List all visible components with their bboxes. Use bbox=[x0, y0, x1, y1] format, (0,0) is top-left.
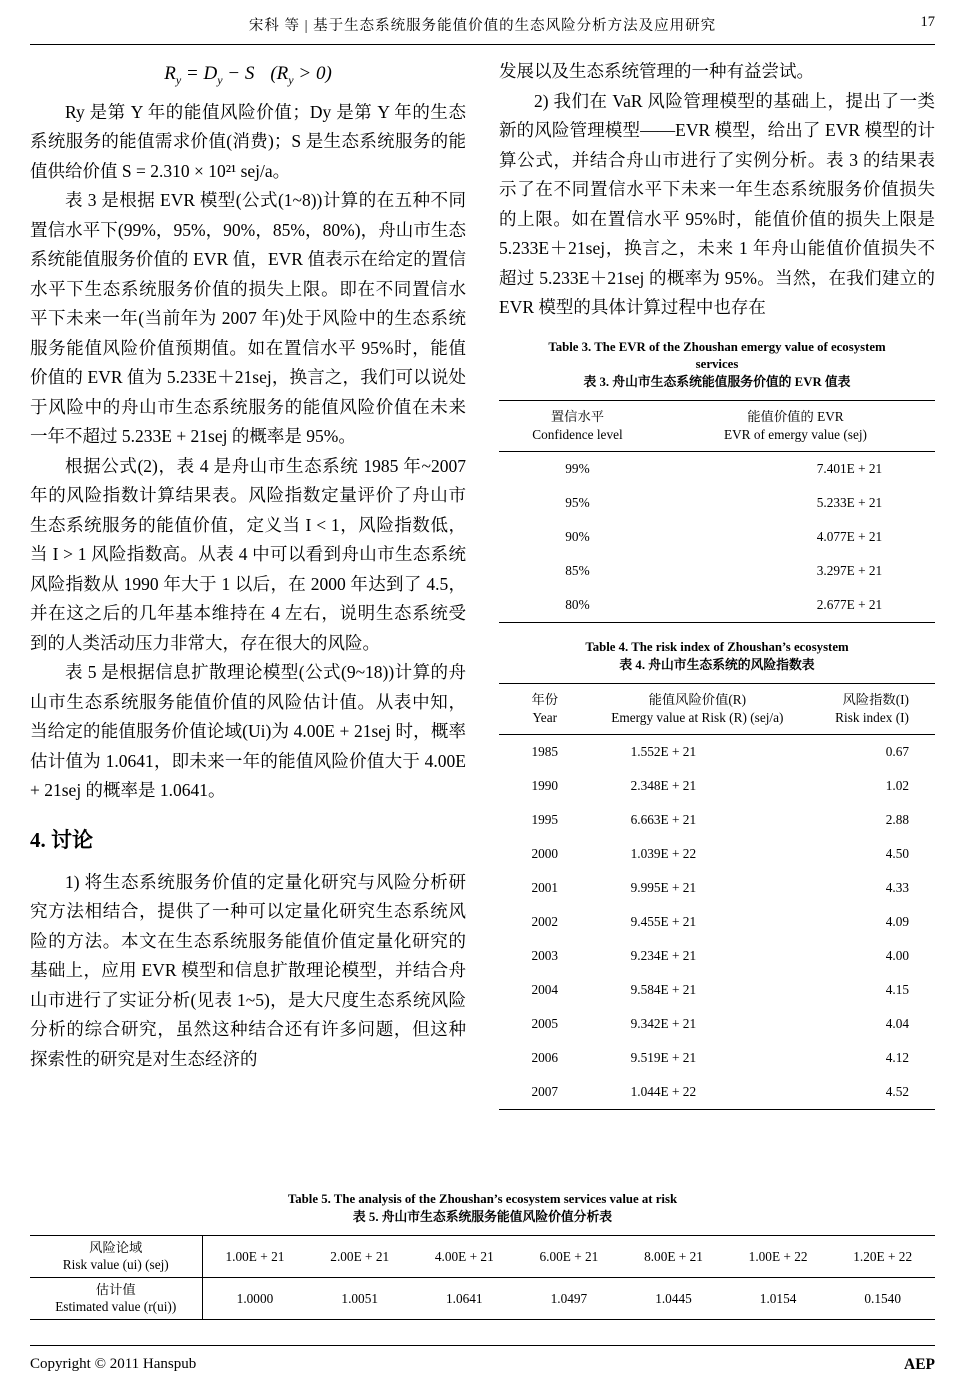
risk-value-cell: 1.00E + 22 bbox=[726, 1236, 831, 1278]
table3-row bbox=[499, 486, 935, 520]
emergy-value-cell: 1.552E + 21 bbox=[630, 744, 697, 759]
formula-subscript: y bbox=[288, 72, 294, 87]
year-cell: 2002 bbox=[531, 914, 559, 929]
estimated-value-cell: 1.0497 bbox=[550, 1290, 588, 1306]
header-label-zh: 能值价值的 EVR bbox=[747, 409, 844, 424]
evr-value-cell: 3.297E + 21 bbox=[816, 563, 883, 578]
risk-index-cell: 1.02 bbox=[885, 778, 909, 793]
risk-index-cell: 4.09 bbox=[885, 914, 909, 929]
header-label-en: Emergy value at Risk (R) (sej/a) bbox=[611, 710, 784, 725]
formula-fragment: − S bbox=[222, 63, 255, 84]
risk-index-cell: 2.88 bbox=[885, 812, 909, 827]
confidence-level-cell: 95% bbox=[565, 495, 590, 510]
header-label-zh: 年份 bbox=[531, 692, 559, 707]
table4-risk-index bbox=[499, 683, 935, 1110]
paragraph-variable-definitions: Ry 是第 Y 年的能值风险价值；Dy 是第 Y 年的生态系统服务的能值需求价值(消费)；S 是生态系统服务的能值供给价值 S = 2.310 × 10²¹ sej/a。 bbox=[30, 101, 466, 181]
table3-body bbox=[499, 452, 935, 623]
table4-header bbox=[499, 684, 935, 735]
left-column bbox=[30, 57, 466, 1175]
table4-header-risk-index bbox=[804, 684, 935, 735]
page-header bbox=[30, 10, 935, 45]
row-label-zh: 风险论域 bbox=[89, 1240, 143, 1255]
table3-header-confidence bbox=[499, 401, 656, 452]
page-number: 17 bbox=[920, 14, 935, 30]
table4-row bbox=[499, 735, 935, 770]
emergy-value-cell: 2.348E + 21 bbox=[630, 778, 697, 793]
estimated-value-cell: 1.0445 bbox=[655, 1290, 692, 1306]
risk-value-cell: 2.00E + 21 bbox=[307, 1236, 412, 1278]
emergy-value-cell: 9.995E + 21 bbox=[630, 880, 697, 895]
emergy-value-cell: 6.663E + 21 bbox=[630, 812, 697, 827]
risk-index-cell: 4.50 bbox=[885, 846, 909, 861]
year-cell: 2000 bbox=[531, 846, 559, 861]
table5-row2-label bbox=[30, 1278, 202, 1320]
table4-row bbox=[499, 837, 935, 871]
risk-index-cell: 4.52 bbox=[885, 1084, 909, 1099]
table3-caption-chinese: 表 3. 舟山市生态系统能值服务价值的 EVR 值表 bbox=[583, 374, 851, 389]
year-cell: 1990 bbox=[531, 778, 559, 793]
table3-header-evr bbox=[656, 401, 935, 452]
paragraph-discussion-point2: 2) 我们在 VaR 风险管理模型的基础上，提出了一类新的风险管理模型——EVR 模型，给出了 EVR 模型的计算公式，并结合舟山市进行了实例分析。表 3 的结果表示了在不同置信水平下未来一年生态系统服务价值损失的上限。如在置信水平 95%时，能值价值的损失上限是 5.233E＋21sej，换言之，未来 1 年舟山能值价值损失不超过 5.233E＋21sej 的概率为 95%。当然，在我们建立的 EVR 模型的具体计算过程中也存在 bbox=[499, 90, 935, 317]
confidence-level-cell: 80% bbox=[565, 597, 590, 612]
risk-value-cell: 4.00E + 21 bbox=[412, 1236, 517, 1278]
table4-row bbox=[499, 871, 935, 905]
year-cell: 2006 bbox=[531, 1050, 559, 1065]
emergy-value-cell: 9.584E + 21 bbox=[630, 982, 697, 997]
risk-index-cell: 4.00 bbox=[885, 948, 909, 963]
table3-evr bbox=[499, 400, 935, 623]
risk-index-cell: 4.12 bbox=[885, 1050, 909, 1065]
copyright-text: Copyright © 2011 Hanspub bbox=[30, 1356, 197, 1372]
table3-row bbox=[499, 520, 935, 554]
emergy-value-cell: 9.519E + 21 bbox=[630, 1050, 697, 1065]
emergy-value-cell: 9.342E + 21 bbox=[630, 1016, 697, 1031]
two-column-body bbox=[30, 57, 935, 1175]
header-label-en: EVR of emergy value (sej) bbox=[723, 427, 867, 442]
table4-row bbox=[499, 769, 935, 803]
journal-abbreviation: AEP bbox=[904, 1356, 935, 1373]
paragraph-table3-discussion: 表 3 是根据 EVR 模型(公式(1~8))计算的在五种不同置信水平下(99%，95%，90%，85%，80%)，舟山市生态系统能值服务价值的 EVR 值，EVR 值表示在给定的置信水平下生态系统服务价值的损失上限。即在不同置信水平下未来一年(当前年为 2007 年)处于风险中的生态系统服务能值风险价值预期值。如在置信水平 95%时，能值价值的 EVR 值为 5.233E＋21sej，换言之，我们可以说处于风险中的舟山市生态系统服务的能值风险价值在未来一年不超过 5.233E + 21sej 的概率是 95%。 bbox=[30, 190, 466, 447]
table5-caption-chinese: 表 5. 舟山市生态系统服务能值风险价值分析表 bbox=[352, 1209, 613, 1224]
header-label-en: Year bbox=[532, 710, 558, 725]
emergy-value-cell: 9.234E + 21 bbox=[630, 948, 697, 963]
formula-fragment: = D bbox=[181, 63, 218, 84]
risk-value-cell: 8.00E + 21 bbox=[621, 1236, 726, 1278]
table4-header-emergy bbox=[591, 684, 805, 735]
paper-title: 宋科 等 | 基于生态系统服务能值价值的生态风险分析方法及应用研究 bbox=[248, 18, 717, 34]
confidence-level-cell: 99% bbox=[565, 461, 590, 476]
risk-value-cell: 1.00E + 21 bbox=[202, 1236, 307, 1278]
table3-header bbox=[499, 401, 935, 452]
formula-fragment: R bbox=[164, 63, 176, 84]
header-label-en: Confidence level bbox=[532, 427, 623, 442]
table5-caption bbox=[30, 1191, 935, 1226]
row-label-en: Estimated value (r(ui)) bbox=[55, 1298, 177, 1314]
estimated-value-cell: 1.0051 bbox=[341, 1290, 378, 1306]
table4-row bbox=[499, 1041, 935, 1075]
table5-section bbox=[30, 1191, 935, 1320]
confidence-level-cell: 85% bbox=[565, 563, 590, 578]
estimated-value-cell: 1.0000 bbox=[236, 1290, 274, 1306]
year-cell: 2004 bbox=[531, 982, 559, 997]
paragraph-discussion-point1: 1) 将生态系统服务价值的定量化研究与风险分析研究方法相结合，提供了一种可以定量化研究生态系统风险的方法。本文在生态系统服务能值价值定量化研究的基础上，应用 EVR 模型和信息扩散理论模型，并结合舟山市进行了实证分析(见表 1~5)，是大尺度生态系统风险分析的综合研究，虽然这种结合还有许多问题，但这种探索性的研究是对生态经济的 bbox=[30, 871, 466, 1069]
year-cell: 2003 bbox=[531, 948, 559, 963]
emergy-value-cell: 9.455E + 21 bbox=[630, 914, 697, 929]
table5-risk-analysis bbox=[30, 1235, 935, 1320]
estimated-value-cell: 1.0154 bbox=[759, 1290, 797, 1306]
paragraph-table5-discussion: 表 5 是根据信息扩散理论模型(公式(9~18))计算的舟山市生态系统服务能值价值的风险估计值。从表中知，当给定的能值服务价值论域(Ui)为 4.00E + 21sej 时，概率估计值为 1.0641，即未来一年的能值风险价值大于 4.00E + 21sej 的概率是 1.0641。 bbox=[30, 662, 466, 801]
paragraph-table4-discussion: 根据公式(2)，表 4 是舟山市生态系统 1985 年~2007 年的风险指数计算结果表。风险指数定量评价了舟山市生态系统服务的能值价值，定义当 I < 1，风险指数低，当 I > 1 风险指数高。从表 4 中可以看到舟山市生态系统风险指数从 1990 年大于 1 以后，在 2000 年达到了 4.5，并在这之后的几年基本维持在 4 左右，说明生态系统受到的人类活动压力非常大，存在很大的风险。 bbox=[30, 455, 466, 653]
table5-risk-domain-row bbox=[30, 1236, 935, 1278]
estimated-value-cell: 1.0641 bbox=[446, 1290, 483, 1306]
row-label-zh: 估计值 bbox=[95, 1282, 136, 1297]
year-cell: 1985 bbox=[531, 744, 559, 759]
evr-value-cell: 2.677E + 21 bbox=[816, 597, 883, 612]
header-label-zh: 能值风险价值(R) bbox=[648, 692, 747, 707]
formula-evr bbox=[30, 63, 466, 88]
table4-row bbox=[499, 939, 935, 973]
table4-header-year bbox=[499, 684, 591, 735]
table3-row bbox=[499, 452, 935, 487]
table4-row bbox=[499, 1075, 935, 1110]
table5-caption-english: Table 5. The analysis of the Zhoushan’s ecosystem services value at risk bbox=[287, 1192, 678, 1206]
risk-value-cell: 6.00E + 21 bbox=[517, 1236, 622, 1278]
table4-row bbox=[499, 1007, 935, 1041]
formula-subscript: y bbox=[217, 72, 223, 87]
section-heading-discussion: 4. 讨论 bbox=[30, 827, 93, 852]
table3-row bbox=[499, 588, 935, 623]
table5-row1-label bbox=[30, 1236, 202, 1278]
emergy-value-cell: 1.039E + 22 bbox=[630, 846, 697, 861]
table5-estimated-row bbox=[30, 1278, 935, 1320]
table3-caption bbox=[499, 339, 935, 392]
year-cell: 2001 bbox=[531, 880, 559, 895]
risk-value-cell: 1.20E + 22 bbox=[830, 1236, 935, 1278]
year-cell: 1995 bbox=[531, 812, 559, 827]
table4-caption-chinese: 表 4. 舟山市生态系统的风险指数表 bbox=[619, 657, 815, 672]
risk-index-cell: 4.33 bbox=[885, 880, 909, 895]
table4-caption bbox=[499, 639, 935, 674]
estimated-value-cell: 0.1540 bbox=[864, 1290, 901, 1306]
evr-value-cell: 4.077E + 21 bbox=[816, 529, 883, 544]
evr-value-cell: 7.401E + 21 bbox=[816, 461, 883, 476]
table3-caption-english: Table 3. The EVR of the Zhoushan emergy value of ecosystem services bbox=[548, 339, 886, 371]
table4-caption-english: Table 4. The risk index of Zhoushan’s ecosystem bbox=[585, 640, 849, 654]
risk-index-cell: 0.67 bbox=[885, 744, 909, 759]
table3-row bbox=[499, 554, 935, 588]
formula-subscript: y bbox=[175, 72, 182, 87]
year-cell: 2007 bbox=[531, 1084, 559, 1099]
row-label-en: Risk value (ui) (sej) bbox=[62, 1256, 169, 1272]
formula-fragment: (R bbox=[270, 63, 289, 84]
risk-index-cell: 4.04 bbox=[885, 1016, 909, 1031]
page-footer bbox=[30, 1345, 935, 1374]
emergy-value-cell: 1.044E + 22 bbox=[630, 1084, 697, 1099]
table4-row bbox=[499, 905, 935, 939]
table4-row bbox=[499, 803, 935, 837]
table4-body bbox=[499, 735, 935, 1110]
formula-fragment: > 0) bbox=[293, 63, 332, 84]
year-cell: 2005 bbox=[531, 1016, 559, 1031]
paragraph-continuation: 发展以及生态系统管理的一种有益尝试。 bbox=[499, 61, 814, 81]
evr-value-cell: 5.233E + 21 bbox=[816, 495, 883, 510]
header-label-zh: 置信水平 bbox=[550, 409, 605, 424]
table4-row bbox=[499, 973, 935, 1007]
confidence-level-cell: 90% bbox=[565, 529, 590, 544]
header-label-en: Risk index (I) bbox=[835, 710, 909, 725]
right-column bbox=[499, 57, 935, 1175]
header-label-zh: 风险指数(I) bbox=[842, 692, 909, 707]
risk-index-cell: 4.15 bbox=[885, 982, 909, 997]
